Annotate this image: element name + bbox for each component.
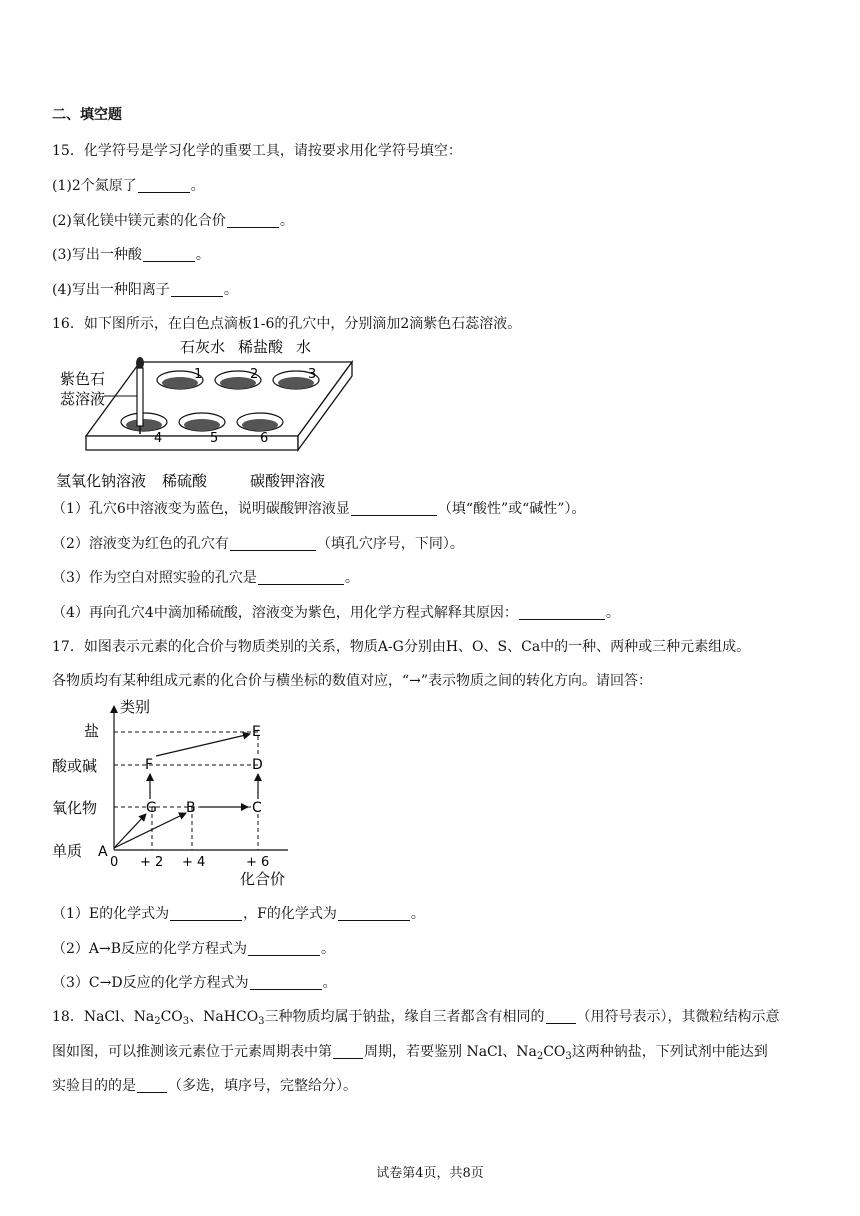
q16-item-2: （2）溶液变为红色的孔穴有 （填孔穴序号，下同）。 bbox=[52, 536, 464, 552]
q18-line-3: 实验目的的是 （多选，填序号，完整给分）。 bbox=[52, 1078, 357, 1094]
y-category-label: 盐 bbox=[84, 722, 100, 740]
answer-blank[interactable] bbox=[519, 605, 605, 620]
x-axis-title: 化合价 bbox=[240, 870, 286, 888]
x-tick-label: + 2 bbox=[140, 855, 164, 870]
hole-number: 2 bbox=[250, 367, 259, 382]
q18-line-1: 18．NaCl、$Na_2CO_3$、NaHCO$_3$三种物质均属于钠盐，缘自三者都含有相同的 （用符号表示），其微粒结构示意 bbox=[52, 1009, 780, 1027]
q17-item-2: （2）A→B反应的化学方程式为 。 bbox=[52, 941, 336, 957]
point-label-d: D bbox=[252, 757, 263, 773]
answer-blank[interactable] bbox=[230, 536, 316, 551]
label-k2co3: 碳酸钾溶液 bbox=[250, 472, 326, 490]
section-title: 二、填空题 bbox=[52, 107, 122, 123]
point-label-g: G bbox=[146, 800, 157, 816]
q18-line-2: 图如图，可以推测该元素位于元素周期表中第 周期，若要鉴别 NaCl、$Na_2CO_3$这两种钠盐，下列试剂中能达到 bbox=[52, 1044, 768, 1062]
hole-number: 1 bbox=[194, 367, 203, 382]
q17-item-1: （1）E的化学式为 ，F的化学式为 。 bbox=[52, 906, 425, 922]
label-water: 水 bbox=[296, 338, 312, 356]
point-label-c: C bbox=[252, 800, 262, 816]
point-label-a: A bbox=[98, 844, 108, 860]
x-tick-label: 0 bbox=[110, 855, 119, 870]
answer-blank[interactable] bbox=[170, 906, 242, 921]
answer-blank[interactable] bbox=[333, 1044, 363, 1059]
q16-item-1: （1）孔穴6中溶液变为蓝色，说明碳酸钾溶液显 （填“酸性”或“碱性”）。 bbox=[52, 501, 586, 517]
point-label-f: F bbox=[145, 757, 154, 773]
answer-blank[interactable] bbox=[171, 282, 223, 297]
q17-item-3: （3）C→D反应的化学方程式为 。 bbox=[52, 975, 337, 991]
y-category-label: 氧化物 bbox=[52, 799, 98, 817]
answer-blank[interactable] bbox=[351, 501, 437, 516]
q15-item-2: (2)氧化镁中镁元素的化合价 。 bbox=[52, 213, 294, 229]
y-category-label: 酸或碱 bbox=[52, 757, 98, 775]
answer-blank[interactable] bbox=[143, 247, 195, 262]
q15-item-4: (4)写出一种阳离子 。 bbox=[52, 282, 238, 298]
label-h2so4: 稀硫酸 bbox=[162, 472, 208, 490]
hole-number: 6 bbox=[260, 431, 269, 446]
answer-blank[interactable] bbox=[258, 570, 344, 585]
x-tick-label: + 4 bbox=[182, 855, 206, 870]
hole-number: 3 bbox=[308, 367, 317, 382]
label-naoh: 氢氧化钠溶液 bbox=[56, 472, 147, 490]
q15-stem: 15．化学符号是学习化学的重要工具，请按要求用化学符号填空： bbox=[52, 143, 462, 159]
label-litmus-1: 紫色石 bbox=[60, 370, 106, 388]
label-litmus-2: 蕊溶液 bbox=[60, 390, 106, 408]
label-hcl: 稀盐酸 bbox=[238, 338, 284, 356]
q17-stem-line1: 17．如图表示元素的化合价与物质类别的关系，物质A-G分别由H、O、S、Ca中的一种、两种或三种元素组成。 bbox=[52, 639, 751, 655]
answer-blank[interactable] bbox=[227, 213, 279, 228]
answer-blank[interactable] bbox=[138, 178, 190, 193]
q16-item-4: （4）再向孔穴4中滴加稀硫酸，溶液变为紫色，用化学方程式解释其原因： 。 bbox=[52, 605, 620, 621]
point-label-e: E bbox=[252, 724, 261, 740]
hole-number: 5 bbox=[210, 431, 219, 446]
page-footer: 试卷第4页，共8页 bbox=[376, 1166, 484, 1181]
q16-stem: 16．如下图所示，在白色点滴板1-6的孔穴中，分别滴加2滴紫色石蕊溶液。 bbox=[52, 316, 522, 332]
point-label-b: B bbox=[186, 800, 196, 816]
answer-blank[interactable] bbox=[248, 941, 320, 956]
hole-number: 4 bbox=[154, 431, 163, 446]
q16-item-3: （3）作为空白对照实验的孔穴是 。 bbox=[52, 570, 359, 586]
q15-item-3: (3)写出一种酸 。 bbox=[52, 247, 210, 263]
x-tick-label: + 6 bbox=[246, 855, 270, 870]
spot-plate-figure bbox=[52, 336, 362, 494]
y-axis-title: 类别 bbox=[120, 698, 151, 716]
valence-category-chart bbox=[52, 696, 302, 890]
answer-blank[interactable] bbox=[250, 975, 322, 990]
label-limewater: 石灰水 bbox=[180, 338, 226, 356]
q15-item-1: (1)2个氮原了 。 bbox=[52, 178, 205, 194]
q17-stem-line2: 各物质均有某种组成元素的化合价与横坐标的数值对应，“→”表示物质之间的转化方向。请回答： bbox=[52, 673, 653, 689]
answer-blank[interactable] bbox=[338, 906, 410, 921]
answer-blank[interactable] bbox=[137, 1078, 167, 1093]
y-category-label: 单质 bbox=[52, 842, 83, 860]
answer-blank[interactable] bbox=[546, 1009, 576, 1024]
